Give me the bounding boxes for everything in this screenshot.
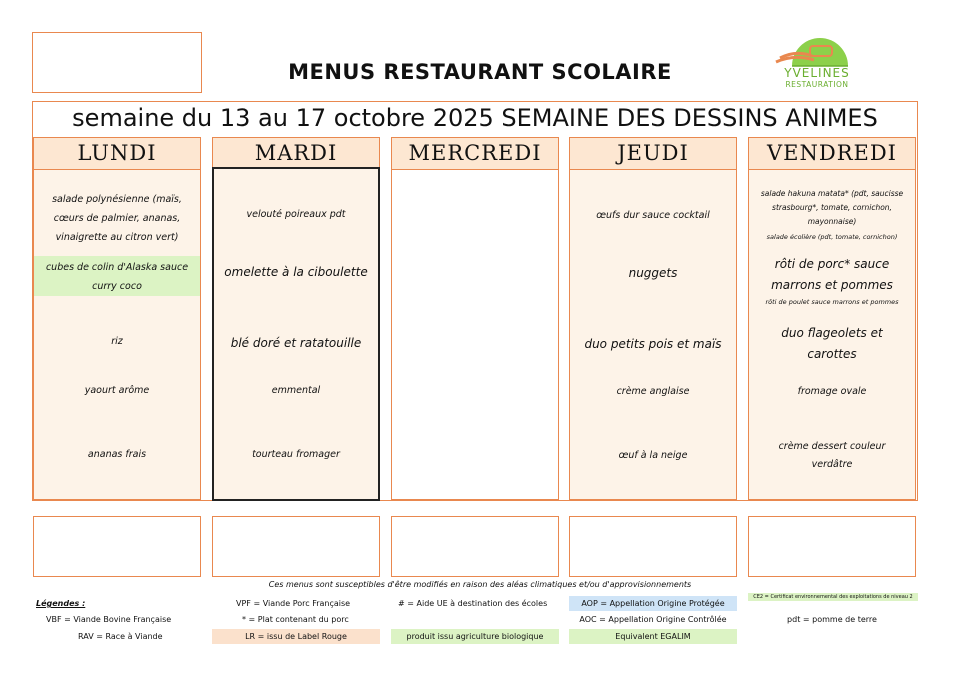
day-header-thursday: JEUDI bbox=[569, 137, 737, 170]
brand-subtitle: RESTAURATION bbox=[785, 80, 849, 89]
legend-aop: AOP = Appellation Origine Protégée bbox=[569, 596, 737, 611]
legend-aoc: AOC = Appellation Origine Contrôlée bbox=[579, 615, 727, 624]
menu-main: omelette à la ciboulette bbox=[224, 265, 368, 279]
day-column-monday bbox=[33, 170, 201, 500]
menu-dairy: yaourt arôme bbox=[84, 385, 150, 396]
legend-egalim: Equivalent EGALIM bbox=[569, 629, 737, 644]
menu-starter: velouté poireaux pdt bbox=[246, 209, 346, 220]
snack-cell-tuesday bbox=[212, 516, 380, 577]
day-column-friday bbox=[748, 170, 916, 500]
day-header-monday: LUNDI bbox=[33, 137, 201, 170]
menu-starter: salade polynésienne (maïs, cœurs de palmier, ananas, vinaigrette au citron vert) bbox=[52, 194, 182, 243]
menu-side: duo petits pois et maïs bbox=[584, 337, 722, 351]
snack-cell-monday bbox=[33, 516, 201, 577]
snack-cell-friday bbox=[748, 516, 916, 577]
menu-main: rôti de porc* sauce marrons et pommes bbox=[771, 257, 893, 292]
day-column-tuesday bbox=[212, 167, 380, 501]
menu-side: duo flageolets et carottes bbox=[781, 326, 883, 361]
day-header-tuesday: MARDI bbox=[212, 137, 380, 170]
menu-main-alternative: rôti de poulet sauce marrons et pommes bbox=[765, 298, 899, 306]
snack-cell-thursday bbox=[569, 516, 737, 577]
yvelines-restauration-logo bbox=[762, 28, 872, 92]
legend-ce2: CE2 = Certificat environnemental des exploitations de niveau 2 bbox=[748, 593, 918, 601]
week-title: semaine du 13 au 17 octobre 2025 SEMAINE DES DESSINS ANIMES bbox=[72, 104, 878, 132]
school-logo-placeholder bbox=[32, 32, 202, 93]
day-column-thursday bbox=[569, 170, 737, 500]
legend-vpf: VPF = Viande Porc Française bbox=[236, 599, 351, 608]
legend-ue-aid: # = Aide UE à destination des écoles bbox=[398, 599, 548, 608]
modification-notice: Ces menus sont susceptibles d'être modifiés en raison des aléas climatiques et/ou d'approvisionnements bbox=[268, 580, 692, 589]
menu-starter: œufs dur sauce cocktail bbox=[596, 210, 710, 221]
brand-name: YVELINES bbox=[784, 66, 850, 80]
menu-dessert: œuf à la neige bbox=[618, 450, 688, 461]
menu-main: cubes de colin d'Alaska sauce curry coco bbox=[34, 256, 200, 296]
legend-title: Légendes : bbox=[36, 599, 86, 608]
menu-main: nuggets bbox=[628, 266, 678, 280]
snack-cell-wednesday bbox=[391, 516, 559, 577]
menu-side: riz bbox=[111, 336, 123, 347]
day-header-friday: VENDREDI bbox=[748, 137, 916, 170]
menu-dairy: crème anglaise bbox=[616, 386, 690, 397]
menu-dessert: crème dessert couleur verdâtre bbox=[778, 441, 886, 470]
brand-emblem-icon bbox=[762, 28, 872, 68]
menu-dairy: emmental bbox=[271, 385, 321, 396]
legend-vbf: VBF = Viande Bovine Française bbox=[46, 615, 172, 624]
legend-label-rouge: LR = issu de Label Rouge bbox=[212, 629, 380, 644]
menu-dairy: fromage ovale bbox=[797, 386, 867, 397]
menu-dessert: ananas frais bbox=[87, 449, 147, 460]
page-title: MENUS RESTAURANT SCOLAIRE bbox=[288, 60, 672, 84]
day-header-wednesday: MERCREDI bbox=[391, 137, 559, 170]
legend-pork: * = Plat contenant du porc bbox=[242, 615, 349, 624]
menu-side: blé doré et ratatouille bbox=[230, 336, 362, 350]
day-column-wednesday bbox=[391, 170, 559, 500]
legend-pdt: pdt = pomme de terre bbox=[787, 615, 877, 624]
menu-dessert: tourteau fromager bbox=[252, 449, 340, 460]
legend-rav: RAV = Race à Viande bbox=[78, 632, 163, 641]
menu-starter-alternative: salade écolière (pdt, tomate, cornichon) bbox=[766, 233, 898, 241]
menu-starter: salade hakuna matata* (pdt, saucisse strasbourg*, tomate, cornichon, mayonnaise) bbox=[760, 189, 904, 226]
legend-bio: produit issu agriculture biologique bbox=[391, 629, 559, 644]
